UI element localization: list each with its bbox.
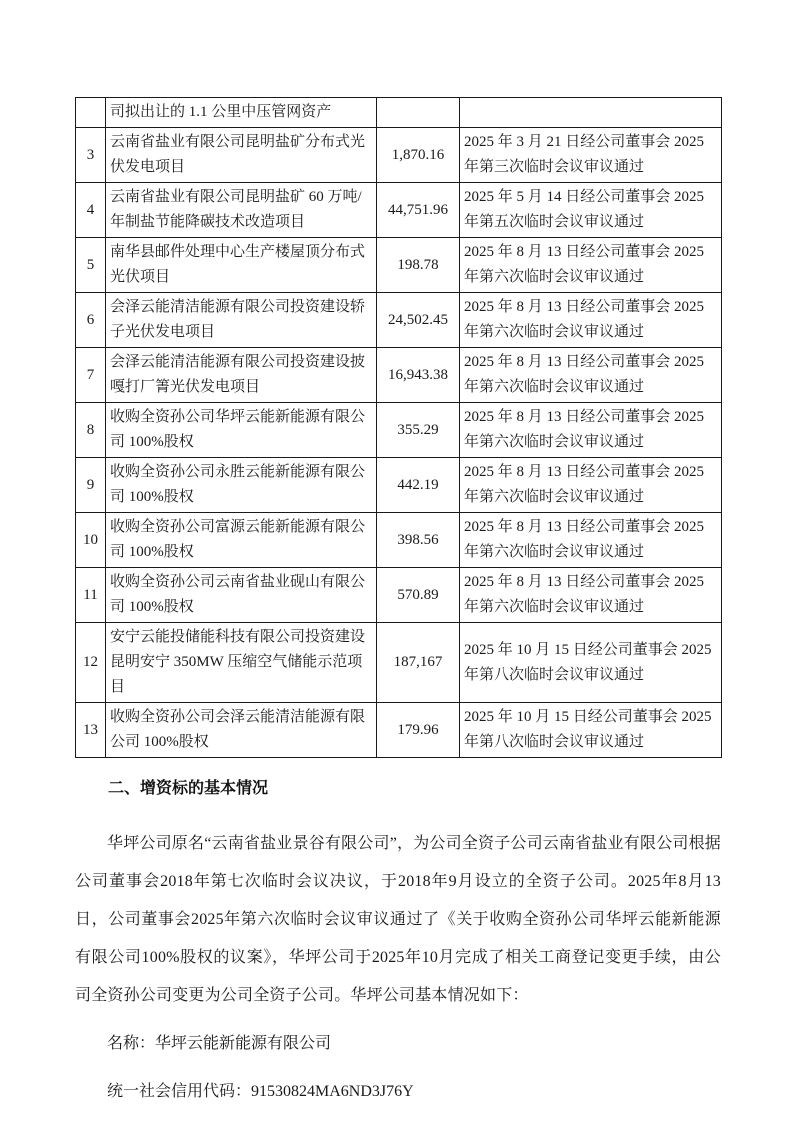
project-cell: 司拟出让的 1.1 公里中压管网资产 bbox=[106, 98, 377, 128]
project-cell: 收购全资孙公司富源云能新能源有限公司 100%股权 bbox=[106, 513, 377, 568]
table-row bbox=[76, 403, 722, 458]
section-heading: 二、增资标的基本情况 bbox=[108, 780, 269, 797]
project-cell: 会泽云能清洁能源有限公司投资建设披嘎打厂箐光伏发电项目 bbox=[106, 348, 377, 403]
amount-cell bbox=[377, 98, 460, 128]
project-cell: 收购全资孙公司云南省盐业砚山有限公司 100%股权 bbox=[106, 568, 377, 623]
amount-cell: 16,943.38 bbox=[377, 348, 460, 403]
approval-cell bbox=[460, 98, 722, 128]
row-number-cell: 12 bbox=[76, 623, 106, 703]
approval-table-body bbox=[76, 98, 722, 758]
row-number-cell: 11 bbox=[76, 568, 106, 623]
amount-cell: 44,751.96 bbox=[377, 183, 460, 238]
project-cell: 收购全资孙公司会泽云能清洁能源有限公司 100%股权 bbox=[106, 703, 377, 758]
row-number-cell: 9 bbox=[76, 458, 106, 513]
table-row bbox=[76, 458, 722, 513]
credit-code-line: 统一社会信用代码：91530824MA6ND3J76Y bbox=[107, 1083, 414, 1100]
row-number-cell bbox=[76, 98, 106, 128]
approval-cell: 2025 年 5 月 14 日经公司董事会 2025 年第五次临时会议审议通过 bbox=[460, 183, 722, 238]
table-row bbox=[76, 183, 722, 238]
page-content bbox=[75, 97, 721, 1111]
table-row bbox=[76, 513, 722, 568]
table-row bbox=[76, 98, 722, 128]
approval-cell: 2025 年 8 月 13 日经公司董事会 2025 年第六次临时会议审议通过 bbox=[460, 568, 722, 623]
intro-paragraph: 华坪公司原名“云南省盐业景谷有限公司”，为公司全资子公司云南省盐业有限公司根据公司董事会2018年第七次临时会议决议，于2018年9月设立的全资子公司。2025年8月13日，公司董事会2025年第六次临时会议审议通过了《关于收购全资孙公司华坪云能新能源有限公司100%股权的议案》，华坪公司于2025年10月完成了相关工商登记变更手续，由公司全资孙公司变更为公司全资子公司。华坪公司基本情况如下： bbox=[75, 835, 722, 1004]
row-number-cell: 6 bbox=[76, 293, 106, 348]
project-cell: 收购全资孙公司永胜云能新能源有限公司 100%股权 bbox=[106, 458, 377, 513]
approval-cell: 2025 年 8 月 13 日经公司董事会 2025 年第六次临时会议审议通过 bbox=[460, 403, 722, 458]
table-row bbox=[76, 348, 722, 403]
amount-cell: 24,502.45 bbox=[377, 293, 460, 348]
amount-cell: 355.29 bbox=[377, 403, 460, 458]
table-row bbox=[76, 238, 722, 293]
approval-cell: 2025 年 8 月 13 日经公司董事会 2025 年第六次临时会议审议通过 bbox=[460, 238, 722, 293]
row-number-cell: 8 bbox=[76, 403, 106, 458]
row-number-cell: 7 bbox=[76, 348, 106, 403]
project-cell: 云南省盐业有限公司昆明盐矿 60 万吨/年制盐节能降碳技术改造项目 bbox=[106, 183, 377, 238]
amount-cell: 198.78 bbox=[377, 238, 460, 293]
approval-cell: 2025 年 8 月 13 日经公司董事会 2025 年第六次临时会议审议通过 bbox=[460, 513, 722, 568]
company-name-line: 名称：华坪云能新能源有限公司 bbox=[107, 1035, 332, 1052]
approval-cell: 2025 年 10 月 15 日经公司董事会 2025 年第八次临时会议审议通过 bbox=[460, 703, 722, 758]
amount-cell: 187,167 bbox=[377, 623, 460, 703]
amount-cell: 398.56 bbox=[377, 513, 460, 568]
approval-cell: 2025 年 8 月 13 日经公司董事会 2025 年第六次临时会议审议通过 bbox=[460, 293, 722, 348]
project-cell: 安宁云能投储能科技有限公司投资建设昆明安宁 350MW 压缩空气储能示范项目 bbox=[106, 623, 377, 703]
table-row bbox=[76, 703, 722, 758]
row-number-cell: 4 bbox=[76, 183, 106, 238]
approval-cell: 2025 年 3 月 21 日经公司董事会 2025 年第三次临时会议审议通过 bbox=[460, 128, 722, 183]
table-row bbox=[76, 623, 722, 703]
approval-table bbox=[75, 97, 722, 758]
row-number-cell: 5 bbox=[76, 238, 106, 293]
table-row bbox=[76, 568, 722, 623]
amount-cell: 1,870.16 bbox=[377, 128, 460, 183]
approval-cell: 2025 年 10 月 15 日经公司董事会 2025 年第八次临时会议审议通过 bbox=[460, 623, 722, 703]
amount-cell: 179.96 bbox=[377, 703, 460, 758]
table-row bbox=[76, 293, 722, 348]
project-cell: 南华县邮件处理中心生产楼屋顶分布式光伏项目 bbox=[106, 238, 377, 293]
approval-cell: 2025 年 8 月 13 日经公司董事会 2025 年第六次临时会议审议通过 bbox=[460, 458, 722, 513]
amount-cell: 442.19 bbox=[377, 458, 460, 513]
row-number-cell: 10 bbox=[76, 513, 106, 568]
project-cell: 会泽云能清洁能源有限公司投资建设轿子光伏发电项目 bbox=[106, 293, 377, 348]
row-number-cell: 13 bbox=[76, 703, 106, 758]
row-number-cell: 3 bbox=[76, 128, 106, 183]
table-row bbox=[76, 128, 722, 183]
approval-cell: 2025 年 8 月 13 日经公司董事会 2025 年第六次临时会议审议通过 bbox=[460, 348, 722, 403]
project-cell: 云南省盐业有限公司昆明盐矿分布式光伏发电项目 bbox=[106, 128, 377, 183]
project-cell: 收购全资孙公司华坪云能新能源有限公司 100%股权 bbox=[106, 403, 377, 458]
amount-cell: 570.89 bbox=[377, 568, 460, 623]
